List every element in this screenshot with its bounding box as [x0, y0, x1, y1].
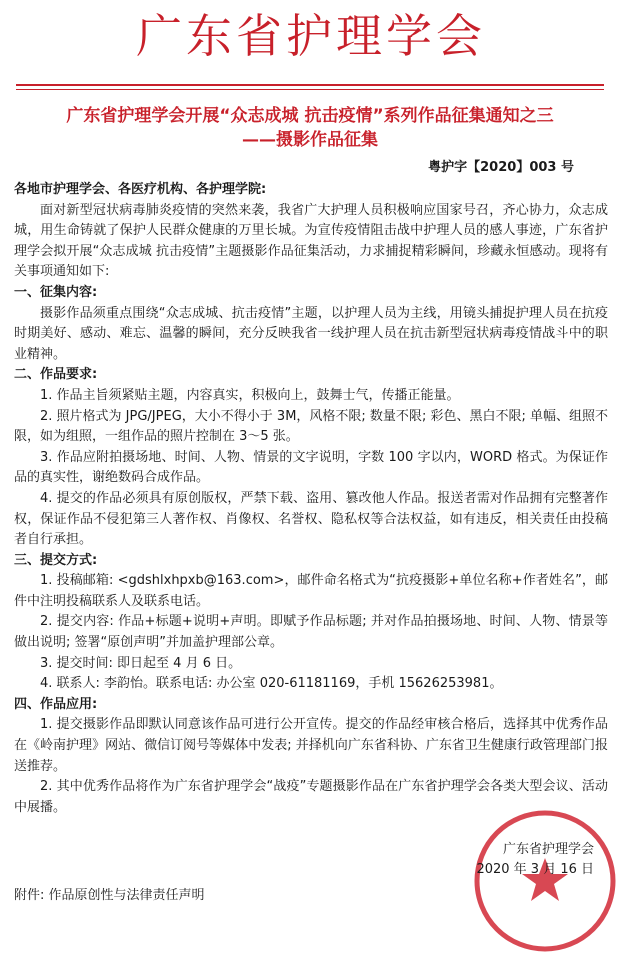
section-item: 3. 提交时间: 即日起至 4 月 6 日。 — [40, 655, 242, 671]
official-seal — [470, 806, 620, 956]
notice-title-line1: 广东省护理学会开展“众志成城 抗击疫情”系列作品征集通知之三 — [66, 106, 554, 126]
section-item: 4. 提交的作品必须具有原创版权，严禁下载、盗用、篡改他人作品。报送者需对作品拥有完整著作权，保证作品不侵犯第三人著作权、肖像权、名誉权、隐私权等合法权益，如有违反，相关责任由投稿者自行承担。 — [14, 490, 608, 548]
section-item: 摄影作品须重点围绕“众志成城、抗击疫情”主题，以护理人员为主线，用镜头捕捉护理人员在抗疫时期美好、感动、难忘、温馨的瞬间，充分反映我省一线护理人员在抗击新型冠状病毒疫情战斗中的职业精神。 — [14, 305, 608, 362]
notice-body — [14, 180, 608, 818]
section-item: 1. 提交摄影作品即默认同意该作品可进行公开宣传。提交的作品经审核合格后，选择其中优秀作品在《岭南护理》网站、微信订阅号等媒体中发表; 并择机向广东省科协、广东省卫生健康行政管理部门报送推荐。 — [14, 717, 608, 774]
section-item: 2. 其中优秀作品将作为广东省护理学会“战疫”专题摄影作品在广东省护理学会各类大型会议、活动中展播。 — [14, 779, 608, 815]
document-number: 粤护字【2020】003 号 — [428, 160, 574, 175]
intro-paragraph: 面对新型冠状病毒肺炎疫情的突然来袭，我省广大护理人员积极响应国家号召，齐心协力，众志成城，用生命铸就了保护人民群众健康的万里长城。为宣传疫情阻击战中护理人员的感人事迹，广东省护理学会拟开展“众志成城 抗击疫情”主题摄影作品征集活动，力求捕捉精彩瞬间，珍藏永恒感动。现将有关事项通知如下: — [14, 202, 608, 280]
closing-org: 广东省护理学会 — [502, 842, 594, 857]
section-item: 2. 照片格式为 JPG/JPEG，大小不得小于 3M，风格不限; 数量不限; 彩色、黑白不限; 单幅、组照不限，如为组照，一组作品的照片控制在 3～5 张。 — [14, 408, 608, 445]
section-item: 1. 作品主旨须紧贴主题，内容真实，积极向上，鼓舞士气，传播正能量。 — [40, 387, 460, 403]
section-heading: 二、作品要求: — [14, 367, 98, 383]
section-item: 2. 提交内容: 作品+标题+说明+声明。即赋予作品标题; 并对作品拍摄场地、时间、人物、情景等做出说明; 签署“原创声明”并加盖护理部公章。 — [14, 614, 608, 651]
closing-block — [476, 840, 594, 880]
attachment-note: 附件: 作品原创性与法律责任声明 — [14, 888, 205, 903]
salutation: 各地市护理学会、各医疗机构、各护理学院: — [14, 182, 267, 197]
section-heading: 四、作品应用: — [14, 696, 98, 712]
closing-date: 2020 年 3 月 16 日 — [476, 862, 594, 877]
section-item: 3. 作品应附拍摄场地、时间、人物、情景的文字说明，字数 100 字以内，WORD 格式。为保证作品的真实性，谢绝数码合成作品。 — [14, 449, 608, 486]
section-heading: 三、提交方式: — [14, 552, 98, 568]
section-item: 4. 联系人: 李韵怡。联系电话: 办公室 020-61181169，手机 15626253981。 — [40, 676, 503, 692]
section-item: 1. 投稿邮箱: <gdshlxhpxb@163.com>，邮件命名格式为“抗疫摄影+单位名称+作者姓名”，邮件中注明投稿联系人及联系电话。 — [14, 573, 608, 609]
notice-title — [10, 104, 610, 152]
org-letterhead: 广东省护理学会 — [136, 9, 486, 63]
notice-title-line2: ——摄影作品征集 — [242, 130, 378, 150]
section-heading: 一、征集内容: — [14, 284, 98, 300]
header-rule — [16, 84, 604, 86]
header-rule-thin — [16, 89, 604, 90]
